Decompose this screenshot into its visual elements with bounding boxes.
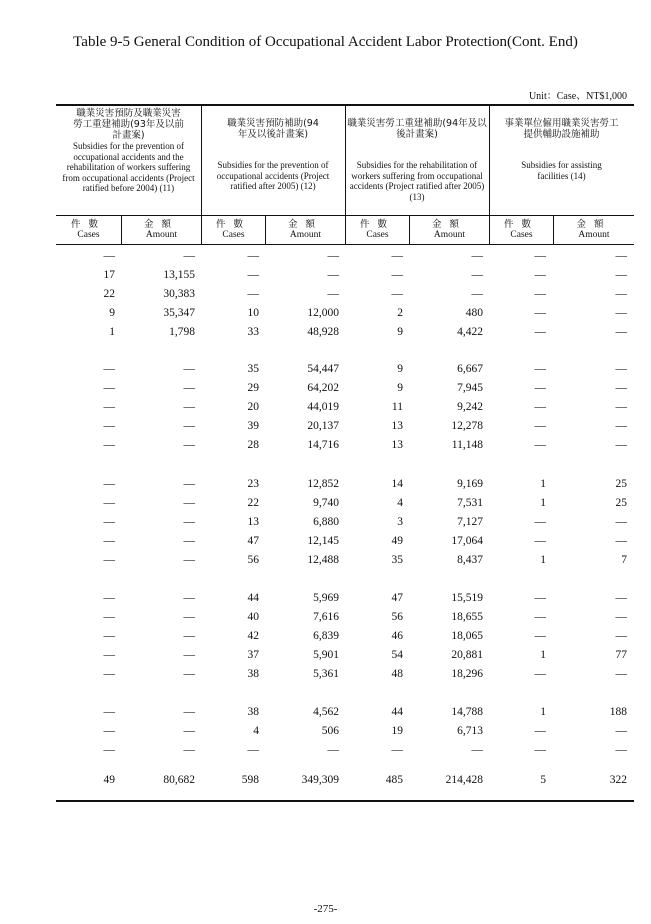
subheader-zh: 金額 bbox=[287, 219, 323, 230]
page-number: -275- bbox=[313, 903, 338, 915]
subheader-zh: 金額 bbox=[431, 219, 467, 230]
amount-cell: 25 bbox=[615, 478, 627, 490]
cases-cell: — bbox=[103, 250, 115, 262]
amount-cell: 12,852 bbox=[307, 478, 339, 490]
subheader-en: Amount bbox=[145, 230, 178, 240]
cases-cell: 40 bbox=[247, 611, 259, 623]
subheader-en: Cases bbox=[77, 230, 100, 240]
amount-cell: — bbox=[327, 288, 339, 300]
cases-cell: — bbox=[103, 592, 115, 604]
amount-cell: 20,881 bbox=[451, 649, 483, 661]
amount-cell: 506 bbox=[321, 725, 339, 737]
cases-cell: 56 bbox=[391, 611, 403, 623]
amount-cell: 18,655 bbox=[451, 611, 483, 623]
cases-cell: — bbox=[534, 611, 546, 623]
cases-cell: 4 bbox=[253, 725, 259, 737]
amount-cell: — bbox=[615, 725, 627, 737]
subheader-zh: 件數 bbox=[503, 219, 539, 230]
cases-cell: 29 bbox=[247, 382, 259, 394]
cases-cell: 9 bbox=[397, 382, 403, 394]
cases-cell: 1 bbox=[540, 478, 546, 490]
amount-cell: 12,145 bbox=[307, 535, 339, 547]
cases-cell: 22 bbox=[103, 288, 115, 300]
amount-cell: 322 bbox=[609, 774, 627, 786]
amount-cell: — bbox=[183, 516, 195, 528]
amount-cell: — bbox=[615, 250, 627, 262]
amount-cell: — bbox=[183, 363, 195, 375]
subheader-cases bbox=[490, 219, 553, 243]
cases-cell: — bbox=[391, 288, 403, 300]
cases-cell: — bbox=[534, 744, 546, 756]
subheader-en: Cases bbox=[366, 230, 389, 240]
subheader-zh: 件數 bbox=[70, 219, 106, 230]
group-header-14 bbox=[491, 108, 632, 214]
cases-cell: 19 bbox=[391, 725, 403, 737]
cases-cell: — bbox=[103, 516, 115, 528]
amount-cell: — bbox=[615, 307, 627, 319]
amount-cell: 35,347 bbox=[163, 307, 195, 319]
subheader-amount bbox=[410, 219, 489, 243]
table-row bbox=[56, 535, 634, 554]
cases-cell: 20 bbox=[247, 401, 259, 413]
table-title: Table 9-5 General Condition of Occupational Accident Labor Protection(Cont. End) bbox=[73, 34, 578, 50]
amount-cell: 54,447 bbox=[307, 363, 339, 375]
group-title-zh: 事業單位僱用職業災害勞工提供輔助設施補助 bbox=[504, 118, 619, 140]
amount-cell: — bbox=[183, 535, 195, 547]
amount-cell: 14,716 bbox=[307, 439, 339, 451]
amount-cell: 80,682 bbox=[163, 774, 195, 786]
cases-cell: 44 bbox=[247, 592, 259, 604]
amount-cell: — bbox=[471, 250, 483, 262]
cases-cell: — bbox=[534, 630, 546, 642]
cases-cell: 49 bbox=[391, 535, 403, 547]
amount-cell: 64,202 bbox=[307, 382, 339, 394]
amount-cell: 7 bbox=[621, 554, 627, 566]
subheader-amount bbox=[266, 219, 345, 243]
amount-cell: 6,880 bbox=[313, 516, 339, 528]
amount-cell: — bbox=[183, 592, 195, 604]
amount-cell: 18,296 bbox=[451, 668, 483, 680]
cases-cell: 44 bbox=[391, 706, 403, 718]
cases-cell: 3 bbox=[397, 516, 403, 528]
cases-cell: — bbox=[103, 706, 115, 718]
amount-cell: 349,309 bbox=[301, 774, 339, 786]
subheader-en: Cases bbox=[222, 230, 245, 240]
cases-cell: — bbox=[103, 497, 115, 509]
table-row bbox=[56, 401, 634, 420]
table-row bbox=[56, 497, 634, 516]
amount-cell: 5,901 bbox=[313, 649, 339, 661]
table-row bbox=[56, 668, 634, 687]
subheader-zh: 金額 bbox=[576, 219, 612, 230]
amount-cell: — bbox=[183, 250, 195, 262]
cases-cell: — bbox=[534, 363, 546, 375]
cases-cell: — bbox=[103, 725, 115, 737]
amount-cell: — bbox=[183, 725, 195, 737]
amount-cell: 30,383 bbox=[163, 288, 195, 300]
cases-cell: 1 bbox=[109, 326, 115, 338]
cases-cell: 28 bbox=[247, 439, 259, 451]
amount-cell: — bbox=[615, 668, 627, 680]
table-row bbox=[56, 706, 634, 725]
amount-cell: 13,155 bbox=[163, 269, 195, 281]
cases-cell: — bbox=[534, 725, 546, 737]
cases-cell: — bbox=[103, 611, 115, 623]
amount-cell: 48,928 bbox=[307, 326, 339, 338]
table-row bbox=[56, 420, 634, 439]
bottom-rule bbox=[56, 800, 634, 802]
cases-cell: 47 bbox=[391, 592, 403, 604]
table-row bbox=[56, 439, 634, 458]
cases-cell: — bbox=[391, 269, 403, 281]
cases-cell: — bbox=[534, 307, 546, 319]
cases-cell: — bbox=[247, 288, 259, 300]
cases-cell: — bbox=[103, 649, 115, 661]
cases-cell: — bbox=[247, 250, 259, 262]
amount-cell: — bbox=[183, 439, 195, 451]
amount-cell: — bbox=[183, 401, 195, 413]
cases-cell: — bbox=[103, 363, 115, 375]
amount-cell: — bbox=[327, 250, 339, 262]
cases-cell: 47 bbox=[247, 535, 259, 547]
amount-cell: — bbox=[615, 382, 627, 394]
cases-cell: — bbox=[103, 420, 115, 432]
cases-cell: 9 bbox=[397, 326, 403, 338]
amount-cell: 9,740 bbox=[313, 497, 339, 509]
group-header-12 bbox=[203, 108, 343, 214]
cases-cell: — bbox=[534, 535, 546, 547]
table-row bbox=[56, 307, 634, 326]
amount-cell: — bbox=[615, 326, 627, 338]
amount-cell: — bbox=[183, 420, 195, 432]
cases-cell: 37 bbox=[247, 649, 259, 661]
cases-cell: 9 bbox=[109, 307, 115, 319]
cases-cell: 17 bbox=[103, 269, 115, 281]
amount-cell: 11,148 bbox=[451, 439, 483, 451]
amount-cell: — bbox=[615, 535, 627, 547]
amount-cell: 7,127 bbox=[457, 516, 483, 528]
cases-cell: — bbox=[534, 592, 546, 604]
cases-cell: — bbox=[534, 288, 546, 300]
amount-cell: — bbox=[183, 478, 195, 490]
amount-cell: 7,531 bbox=[457, 497, 483, 509]
cases-cell: 48 bbox=[391, 668, 403, 680]
cases-cell: 5 bbox=[540, 774, 546, 786]
cases-cell: 1 bbox=[540, 554, 546, 566]
cases-cell: — bbox=[103, 382, 115, 394]
table-row bbox=[56, 630, 634, 649]
cases-cell: — bbox=[247, 744, 259, 756]
amount-cell: — bbox=[327, 744, 339, 756]
cases-cell: 13 bbox=[391, 439, 403, 451]
subheader-en: Amount bbox=[289, 230, 322, 240]
amount-cell: — bbox=[471, 744, 483, 756]
cases-cell: 9 bbox=[397, 363, 403, 375]
subheader-cases bbox=[202, 219, 265, 243]
table-row bbox=[56, 554, 634, 573]
subheader-zh: 件數 bbox=[359, 219, 395, 230]
subheader-en: Amount bbox=[578, 230, 610, 240]
amount-cell: 18,065 bbox=[451, 630, 483, 642]
cases-cell: — bbox=[103, 630, 115, 642]
cases-cell: 23 bbox=[247, 478, 259, 490]
cases-cell: — bbox=[391, 250, 403, 262]
amount-cell: — bbox=[183, 382, 195, 394]
amount-cell: — bbox=[183, 668, 195, 680]
cases-cell: — bbox=[534, 250, 546, 262]
table-row bbox=[56, 592, 634, 611]
amount-cell: — bbox=[615, 744, 627, 756]
amount-cell: 25 bbox=[615, 497, 627, 509]
table-row bbox=[56, 269, 634, 288]
table-row bbox=[56, 725, 634, 744]
amount-cell: 44,019 bbox=[307, 401, 339, 413]
cases-cell: 35 bbox=[391, 554, 403, 566]
amount-cell: 20,137 bbox=[307, 420, 339, 432]
amount-cell: — bbox=[183, 554, 195, 566]
cases-cell: 4 bbox=[397, 497, 403, 509]
subheader-en: Amount bbox=[433, 230, 466, 240]
table-row bbox=[56, 516, 634, 535]
amount-cell: — bbox=[615, 269, 627, 281]
group-title-en: Subsidies for the prevention of occupational accidents (Project ratified after 2005) (12) bbox=[216, 160, 330, 191]
cases-cell: 49 bbox=[103, 774, 115, 786]
table-row bbox=[56, 382, 634, 401]
cases-cell: — bbox=[534, 326, 546, 338]
amount-cell: 4,562 bbox=[313, 706, 339, 718]
amount-cell: 77 bbox=[615, 649, 627, 661]
amount-cell: 7,616 bbox=[313, 611, 339, 623]
table-row bbox=[56, 649, 634, 668]
amount-cell: 15,519 bbox=[451, 592, 483, 604]
cases-cell: — bbox=[534, 668, 546, 680]
cases-cell: 35 bbox=[247, 363, 259, 375]
amount-cell: 7,945 bbox=[457, 382, 483, 394]
subheader-en: Cases bbox=[510, 230, 533, 240]
cases-cell: 13 bbox=[391, 420, 403, 432]
cases-cell: — bbox=[247, 269, 259, 281]
subheader-zh: 件數 bbox=[215, 219, 251, 230]
cases-cell: — bbox=[103, 668, 115, 680]
table-row bbox=[56, 250, 634, 269]
cases-cell: 38 bbox=[247, 706, 259, 718]
cases-cell: 56 bbox=[247, 554, 259, 566]
amount-cell: 12,000 bbox=[307, 307, 339, 319]
cases-cell: 1 bbox=[540, 497, 546, 509]
amount-cell: — bbox=[615, 630, 627, 642]
cases-cell: — bbox=[534, 516, 546, 528]
amount-cell: 9,242 bbox=[457, 401, 483, 413]
cases-cell: 13 bbox=[247, 516, 259, 528]
group-header-11 bbox=[58, 108, 199, 214]
amount-cell: 188 bbox=[609, 706, 627, 718]
amount-cell: — bbox=[615, 288, 627, 300]
group-title-en: Subsidies for assisting facilities (14) bbox=[521, 160, 602, 181]
amount-cell: 6,713 bbox=[457, 725, 483, 737]
cases-cell: — bbox=[534, 382, 546, 394]
cases-cell: 33 bbox=[247, 326, 259, 338]
cases-cell: 598 bbox=[241, 774, 259, 786]
subheader-amount bbox=[554, 219, 634, 243]
cases-cell: 42 bbox=[247, 630, 259, 642]
cases-cell: — bbox=[391, 744, 403, 756]
table-row bbox=[56, 744, 634, 763]
cases-cell: — bbox=[103, 439, 115, 451]
cases-cell: 10 bbox=[247, 307, 259, 319]
cases-cell: 22 bbox=[247, 497, 259, 509]
amount-cell: 8,437 bbox=[457, 554, 483, 566]
amount-cell: 6,667 bbox=[457, 363, 483, 375]
group-title-zh: 職業災害預防補助(94年及以後計畫案) bbox=[227, 118, 319, 140]
table-row bbox=[56, 326, 634, 345]
group-title-zh: 職業災害勞工重建補助(94年及以後計畫案) bbox=[347, 118, 487, 140]
amount-cell: 5,361 bbox=[313, 668, 339, 680]
cases-cell: 1 bbox=[540, 706, 546, 718]
amount-cell: — bbox=[615, 439, 627, 451]
unit-label: Unit：Case、NT$1,000 bbox=[528, 91, 627, 102]
amount-cell: 1,798 bbox=[169, 326, 195, 338]
amount-cell: 17,064 bbox=[451, 535, 483, 547]
amount-cell: 214,428 bbox=[445, 774, 483, 786]
cases-cell: 11 bbox=[391, 401, 403, 413]
cases-cell: — bbox=[103, 744, 115, 756]
amount-cell: — bbox=[615, 611, 627, 623]
amount-cell: 5,969 bbox=[313, 592, 339, 604]
cases-cell: — bbox=[103, 401, 115, 413]
amount-cell: — bbox=[471, 288, 483, 300]
total-row bbox=[56, 774, 634, 793]
amount-cell: — bbox=[615, 516, 627, 528]
amount-cell: 12,488 bbox=[307, 554, 339, 566]
subheader-cases bbox=[56, 219, 121, 243]
amount-cell: — bbox=[183, 497, 195, 509]
table-row bbox=[56, 363, 634, 382]
cases-cell: — bbox=[534, 420, 546, 432]
subheader-amount bbox=[122, 219, 201, 243]
amount-cell: — bbox=[615, 401, 627, 413]
amount-cell: — bbox=[615, 420, 627, 432]
cases-cell: 39 bbox=[247, 420, 259, 432]
group-title-en: Subsidies for the prevention of occupational accidents and the rehabilitation of workers suffering from occupational accidents (Project ratified before 2004) (11) bbox=[62, 141, 195, 193]
cases-cell: 14 bbox=[391, 478, 403, 490]
amount-cell: 4,422 bbox=[457, 326, 483, 338]
cases-cell: 1 bbox=[540, 649, 546, 661]
cases-cell: 2 bbox=[397, 307, 403, 319]
group-title-zh: 職業災害預防及職業災害勞工重建補助(93年及以前計畫案) bbox=[73, 108, 184, 141]
amount-cell: — bbox=[471, 269, 483, 281]
subheader-zh: 金額 bbox=[143, 219, 179, 230]
cases-cell: 485 bbox=[385, 774, 403, 786]
cases-cell: — bbox=[103, 535, 115, 547]
cases-cell: — bbox=[534, 401, 546, 413]
amount-cell: — bbox=[183, 706, 195, 718]
amount-cell: — bbox=[183, 744, 195, 756]
amount-cell: 6,839 bbox=[313, 630, 339, 642]
amount-cell: — bbox=[183, 630, 195, 642]
amount-cell: — bbox=[615, 592, 627, 604]
table-row bbox=[56, 611, 634, 630]
cases-cell: 46 bbox=[391, 630, 403, 642]
amount-cell: 9,169 bbox=[457, 478, 483, 490]
amount-cell: — bbox=[183, 611, 195, 623]
cases-cell: — bbox=[103, 478, 115, 490]
amount-cell: 480 bbox=[465, 307, 483, 319]
group-header-13 bbox=[347, 108, 487, 214]
amount-cell: 12,278 bbox=[451, 420, 483, 432]
cases-cell: 38 bbox=[247, 668, 259, 680]
amount-cell: — bbox=[615, 363, 627, 375]
table-row bbox=[56, 288, 634, 307]
cases-cell: 54 bbox=[391, 649, 403, 661]
amount-cell: — bbox=[183, 649, 195, 661]
table-row bbox=[56, 478, 634, 497]
cases-cell: — bbox=[103, 554, 115, 566]
cases-cell: — bbox=[534, 269, 546, 281]
group-title-en: Subsidies for the rehabilitation of workers suffering from occupational accidents (Project ratified after 2005) (13) bbox=[349, 160, 485, 202]
cases-cell: — bbox=[534, 439, 546, 451]
subheader-cases bbox=[346, 219, 409, 243]
amount-cell: 14,788 bbox=[451, 706, 483, 718]
amount-cell: — bbox=[327, 269, 339, 281]
